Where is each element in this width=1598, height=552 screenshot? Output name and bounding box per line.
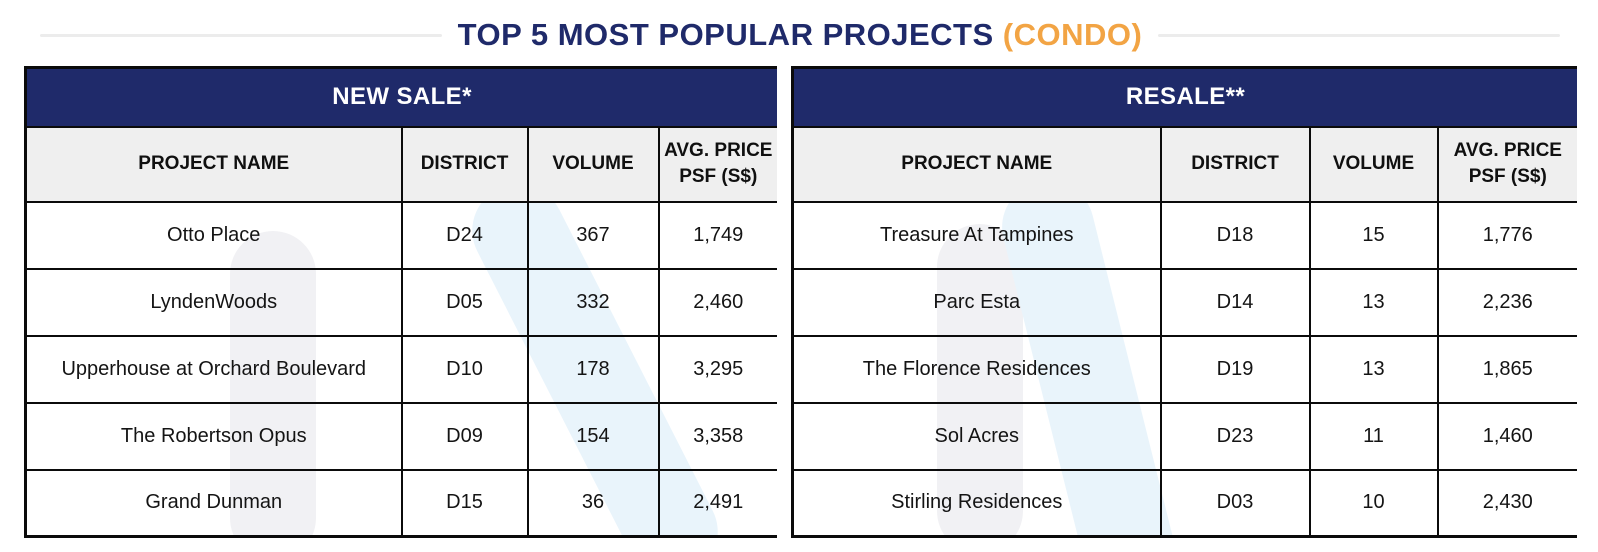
cell-project-name: Parc Esta: [793, 269, 1161, 336]
cell-project-name: LyndenWoods: [26, 269, 402, 336]
cell-project-name: The Florence Residences: [793, 336, 1161, 403]
cell-district: D09: [402, 403, 528, 470]
column-header-avg-price: AVG. PRICE PSF (S$): [659, 127, 778, 202]
cell-volume: 13: [1310, 269, 1438, 336]
table-title-new-sale: NEW SALE*: [26, 68, 778, 127]
table-row: [26, 470, 778, 537]
table-row: [26, 202, 778, 269]
cell-avg-price: 2,460: [659, 269, 778, 336]
table-row: [793, 269, 1578, 336]
page-title-text: TOP 5 MOST POPULAR PROJECTS: [457, 17, 994, 52]
cell-project-name: The Robertson Opus: [26, 403, 402, 470]
resale-table: [791, 66, 1577, 538]
cell-avg-price: 3,358: [659, 403, 778, 470]
column-header-row: [26, 127, 778, 202]
page-title-highlight: (CONDO): [1002, 17, 1143, 52]
cell-avg-price: 3,295: [659, 336, 778, 403]
table-title-row: [793, 68, 1578, 127]
table-row: [26, 403, 778, 470]
column-header-project-name: PROJECT NAME: [26, 127, 402, 202]
cell-volume: 178: [528, 336, 659, 403]
cell-avg-price: 2,430: [1438, 470, 1578, 537]
cell-district: D18: [1161, 202, 1310, 269]
page-title: [454, 17, 1147, 53]
cell-volume: 332: [528, 269, 659, 336]
column-header-district: DISTRICT: [1161, 127, 1310, 202]
cell-volume: 154: [528, 403, 659, 470]
cell-volume: 15: [1310, 202, 1438, 269]
title-divider-left: [40, 34, 442, 37]
column-header-row: [793, 127, 1578, 202]
column-header-district: DISTRICT: [402, 127, 528, 202]
cell-district: D23: [1161, 403, 1310, 470]
cell-district: D15: [402, 470, 528, 537]
cell-district: D14: [1161, 269, 1310, 336]
table-row: [793, 470, 1578, 537]
cell-district: D10: [402, 336, 528, 403]
title-divider-right: [1158, 34, 1560, 37]
cell-project-name: Stirling Residences: [793, 470, 1161, 537]
column-header-volume: VOLUME: [1310, 127, 1438, 202]
cell-avg-price: 1,776: [1438, 202, 1578, 269]
table-row: [793, 336, 1578, 403]
cell-avg-price: 2,236: [1438, 269, 1578, 336]
table-row: [793, 403, 1578, 470]
new-sale-table-container: [24, 66, 777, 538]
cell-district: D19: [1161, 336, 1310, 403]
column-header-avg-price: AVG. PRICE PSF (S$): [1438, 127, 1578, 202]
cell-avg-price: 2,491: [659, 470, 778, 537]
cell-project-name: Otto Place: [26, 202, 402, 269]
cell-volume: 367: [528, 202, 659, 269]
cell-district: D05: [402, 269, 528, 336]
table-row: [26, 336, 778, 403]
cell-avg-price: 1,749: [659, 202, 778, 269]
table-row: [26, 269, 778, 336]
column-header-volume: VOLUME: [528, 127, 659, 202]
cell-project-name: Sol Acres: [793, 403, 1161, 470]
resale-table-container: [791, 66, 1577, 538]
table-title-resale: RESALE**: [793, 68, 1578, 127]
cell-avg-price: 1,865: [1438, 336, 1578, 403]
title-row: [0, 14, 1598, 56]
column-header-project-name: PROJECT NAME: [793, 127, 1161, 202]
new-sale-table: [24, 66, 777, 538]
cell-district: D03: [1161, 470, 1310, 537]
cell-avg-price: 1,460: [1438, 403, 1578, 470]
cell-project-name: Grand Dunman: [26, 470, 402, 537]
cell-volume: 36: [528, 470, 659, 537]
cell-project-name: Upperhouse at Orchard Boulevard: [26, 336, 402, 403]
cell-district: D24: [402, 202, 528, 269]
cell-volume: 13: [1310, 336, 1438, 403]
cell-volume: 10: [1310, 470, 1438, 537]
table-row: [793, 202, 1578, 269]
cell-volume: 11: [1310, 403, 1438, 470]
cell-project-name: Treasure At Tampines: [793, 202, 1161, 269]
table-title-row: [26, 68, 778, 127]
